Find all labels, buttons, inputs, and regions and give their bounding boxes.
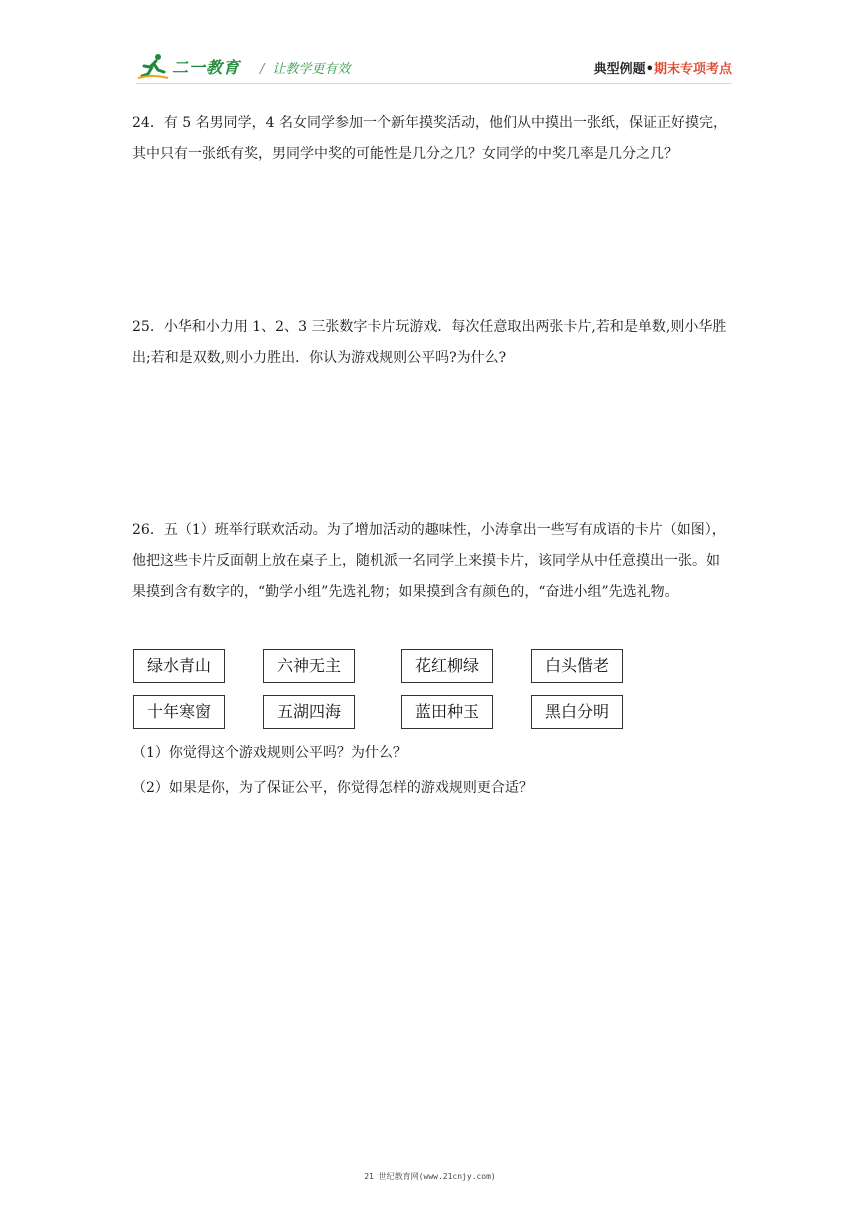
header-tag-suffix: 期末专项考点 [653, 62, 732, 77]
question-26-part-2: （2）如果是你，为了保证公平，你觉得怎样的游戏规则更合适？ [132, 780, 533, 796]
slogan-text: 让教学更有效 [272, 62, 351, 77]
idiom-card: 五湖四海 [263, 695, 355, 729]
question-25: 25．小华和小力用 1、2、3 三张数字卡片玩游戏．每次任意取出两张卡片,若和是单数,则小华胜出;若和是双数,则小力胜出．你认为游戏规则公平吗?为什么? [132, 319, 727, 366]
page-header [136, 50, 732, 82]
idiom-card: 十年寒窗 [133, 695, 225, 729]
question-26-part-1: （1）你觉得这个游戏规则公平吗？为什么？ [132, 745, 407, 761]
idiom-card: 蓝田种玉 [401, 695, 493, 729]
idiom-card: 绿水青山 [133, 649, 225, 683]
logo-text: 二一教育 [172, 57, 241, 77]
page-footer: 21 世纪教育网(www.21cnjy.com) [364, 1172, 496, 1181]
header-divider [136, 83, 732, 84]
idiom-card: 花红柳绿 [401, 649, 493, 683]
header-tag-prefix: 典型例题 [593, 62, 646, 77]
brand-logo [136, 52, 240, 80]
idiom-card: 六神无主 [263, 649, 355, 683]
idiom-card: 黑白分明 [531, 695, 623, 729]
question-26: 26．五（1）班举行联欢活动。为了增加活动的趣味性，小涛拿出一些写有成语的卡片（如图），他把这些卡片反面朝上放在桌子上，随机派一名同学上来摸卡片，该同学从中任意摸出一张。如果摸到含有数字的，“勤学小组”先选礼物；如果摸到含有颜色的，“奋进小组”先选礼物。 [132, 522, 726, 600]
idiom-card: 白头偕老 [531, 649, 623, 683]
runner-logo-icon [136, 52, 170, 80]
header-subject-tag [594, 58, 732, 77]
slogan-separator: / [260, 62, 265, 77]
question-24: 24．有 5 名男同学，4 名女同学参加一个新年摸奖活动，他们从中摸出一张纸，保证正好摸完，其中只有一张纸有奖，男同学中奖的可能性是几分之几？女同学的中奖几率是几分之几？ [132, 115, 727, 162]
header-tag-dot: • [645, 62, 654, 77]
slogan [260, 58, 350, 77]
